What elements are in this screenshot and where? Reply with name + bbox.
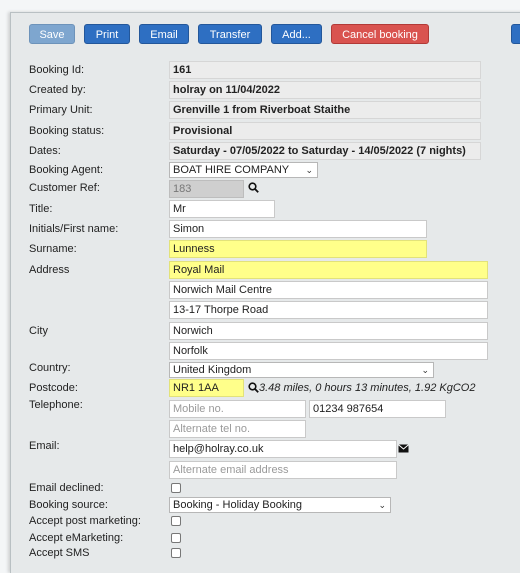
chevron-down-icon: ⌄ [305,165,313,175]
transfer-button[interactable]: Transfer [198,24,262,44]
accept-emarketing-checkbox[interactable] [171,533,181,543]
accept-post-checkbox[interactable] [171,516,181,526]
city-label: City [29,325,48,337]
title-label: Title: [29,203,53,215]
search-icon[interactable] [248,382,259,393]
mobile-placeholder: Mobile no. [173,403,224,415]
title-input[interactable]: Mr [169,200,275,218]
mobile-input[interactable] [169,400,306,418]
telephone-label: Telephone: [29,399,83,411]
email-declined-checkbox[interactable] [171,483,181,493]
booking-source-value: Booking - Holiday Booking [173,499,303,511]
alt-email-input[interactable] [169,461,397,479]
distance-info: 3.48 miles, 0 hours 13 minutes, 1.92 KgCO2 [259,382,476,394]
postcode-input[interactable]: NR1 1AA [169,379,244,397]
customer-ref-input[interactable]: 183 [169,180,244,198]
created-by-label: Created by: [29,84,86,96]
booking-agent-value: BOAT HIRE COMPANY [173,164,290,176]
chevron-down-icon: ⌄ [421,365,429,375]
print-button[interactable]: Print [84,24,130,44]
booking-status-value: Provisional [169,122,481,140]
first-name-input[interactable]: Simon [169,220,427,238]
dates-label: Dates: [29,145,61,157]
chevron-down-icon: ⌄ [378,500,386,510]
created-by-value: holray on 11/04/2022 [169,81,481,99]
county-input[interactable]: Norfolk [169,342,488,360]
accept-sms-checkbox[interactable] [171,548,181,558]
booking-id-label: Booking Id: [29,64,85,76]
booking-agent-select[interactable] [169,162,318,178]
country-label: Country: [29,362,71,374]
alt-telephone-placeholder: Alternate tel no. [173,423,251,435]
cancel-booking-button[interactable]: Cancel booking [331,24,429,44]
booking-source-select[interactable] [169,497,391,513]
address-line-1-input[interactable]: Royal Mail [169,261,488,279]
accept-sms-label: Accept SMS [29,547,90,559]
city-input[interactable]: Norwich [169,322,488,340]
booking-agent-label: Booking Agent: [29,164,104,176]
email-button[interactable]: Email [139,24,189,44]
address-line-3-input[interactable]: 13-17 Thorpe Road [169,301,488,319]
alt-email-placeholder: Alternate email address [173,464,289,476]
save-button[interactable]: Save [29,24,75,44]
booking-id-value: 161 [169,61,481,79]
more-button[interactable] [511,24,520,44]
envelope-icon[interactable] [398,444,409,453]
postcode-label: Postcode: [29,382,78,394]
accept-post-label: Accept post marketing: [29,515,141,527]
customer-ref-label: Customer Ref: [29,182,100,194]
email-label: Email: [29,440,60,452]
email-input[interactable]: help@holray.co.uk [169,440,397,458]
search-icon[interactable] [248,182,259,193]
address-line-2-input[interactable]: Norwich Mail Centre [169,281,488,299]
country-select[interactable] [169,362,434,378]
booking-source-label: Booking source: [29,499,108,511]
initials-label: Initials/First name: [29,223,119,235]
surname-label: Surname: [29,243,77,255]
primary-unit-label: Primary Unit: [29,104,93,116]
accept-emarketing-label: Accept eMarketing: [29,532,124,544]
booking-status-label: Booking status: [29,125,105,137]
telephone-input[interactable]: 01234 987654 [309,400,446,418]
add-button[interactable]: Add... [271,24,322,44]
primary-unit-value: Grenville 1 from Riverboat Staithe [169,101,481,119]
address-label: Address [29,264,70,276]
dates-value: Saturday - 07/05/2022 to Saturday - 14/05/2022 (7 nights) [169,142,481,160]
country-value: United Kingdom [173,364,252,376]
alt-telephone-input[interactable] [169,420,306,438]
email-declined-label: Email declined: [29,482,104,494]
surname-input[interactable]: Lunness [169,240,427,258]
